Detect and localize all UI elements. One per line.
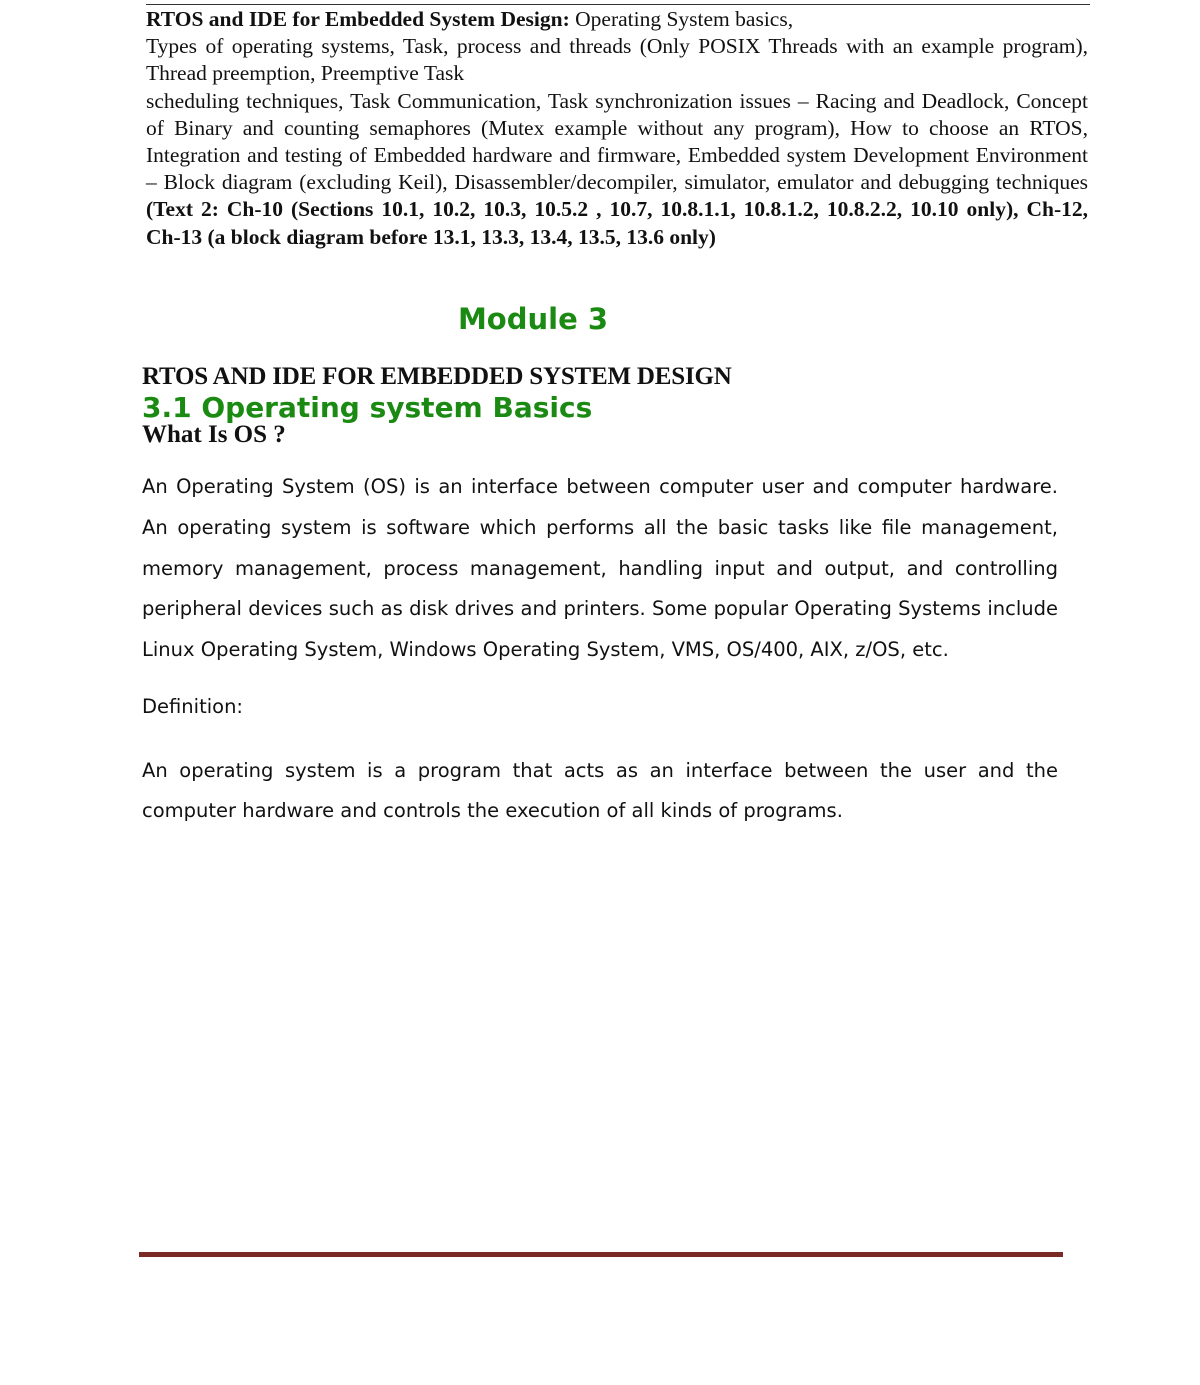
syllabus-heading: RTOS and IDE for Embedded System Design: [146, 7, 570, 31]
syllabus-line-1 [146, 6, 1088, 33]
definition-label: Definition: [142, 695, 243, 718]
subsection-title: 3.1 Operating system Basics [142, 391, 593, 424]
syllabus-heading-rest: Operating System basics, [569, 7, 794, 31]
top-rule [146, 4, 1090, 5]
syllabus-references: (Text 2: Ch-10 (Sections 10.1, 10.2, 10.3, 10.5.2 , 10.7, 10.8.1.1, 10.8.1.2, 10.8.2.2, 10.10 only), Ch-12, Ch-13 (a block diagram before 13.1, 13.3, 13.4, 13.5, 13.6 only) [146, 197, 1088, 249]
syllabus-line-3 [146, 88, 1088, 251]
definition-paragraph: An operating system is a program that acts as an interface between the user and the computer hardware and controls the execution of all kinds of programs. [142, 759, 1058, 822]
what-is-os-heading: What Is OS ? [142, 421, 286, 448]
os-intro-paragraph: An Operating System (OS) is an interface between computer user and computer hardware. An operating system is software which performs all the basic tasks like file management, memory management, process management, handling input and output, and controlling peripheral devices such as disk drives and printers. Some popular Operating Systems include Linux Operating System, Windows Operating System, VMS, OS/400, AIX, z/OS, etc. [142, 475, 1058, 662]
syllabus-block [146, 6, 1088, 251]
syllabus-topics: scheduling techniques, Task Communication, Task synchronization issues – Racing and Deadlock, Concept of Binary and counting semaphores (Mutex example without any program), How to choose an RTOS, Integration and testing of Embedded hardware and firmware, Embedded system Development Environment – Block diagram (excluding Keil), Disassembler/decompiler, simulator, emulator and debugging techniques [146, 88, 1088, 195]
section-title: RTOS AND IDE FOR EMBEDDED SYSTEM DESIGN [142, 363, 732, 390]
module-title: Module 3 [457, 302, 609, 336]
footer-rule [139, 1252, 1063, 1257]
syllabus-line-2: Types of operating systems, Task, process and threads (Only POSIX Threads with an example program), Thread preemption, Preemptive Task [146, 34, 1088, 86]
